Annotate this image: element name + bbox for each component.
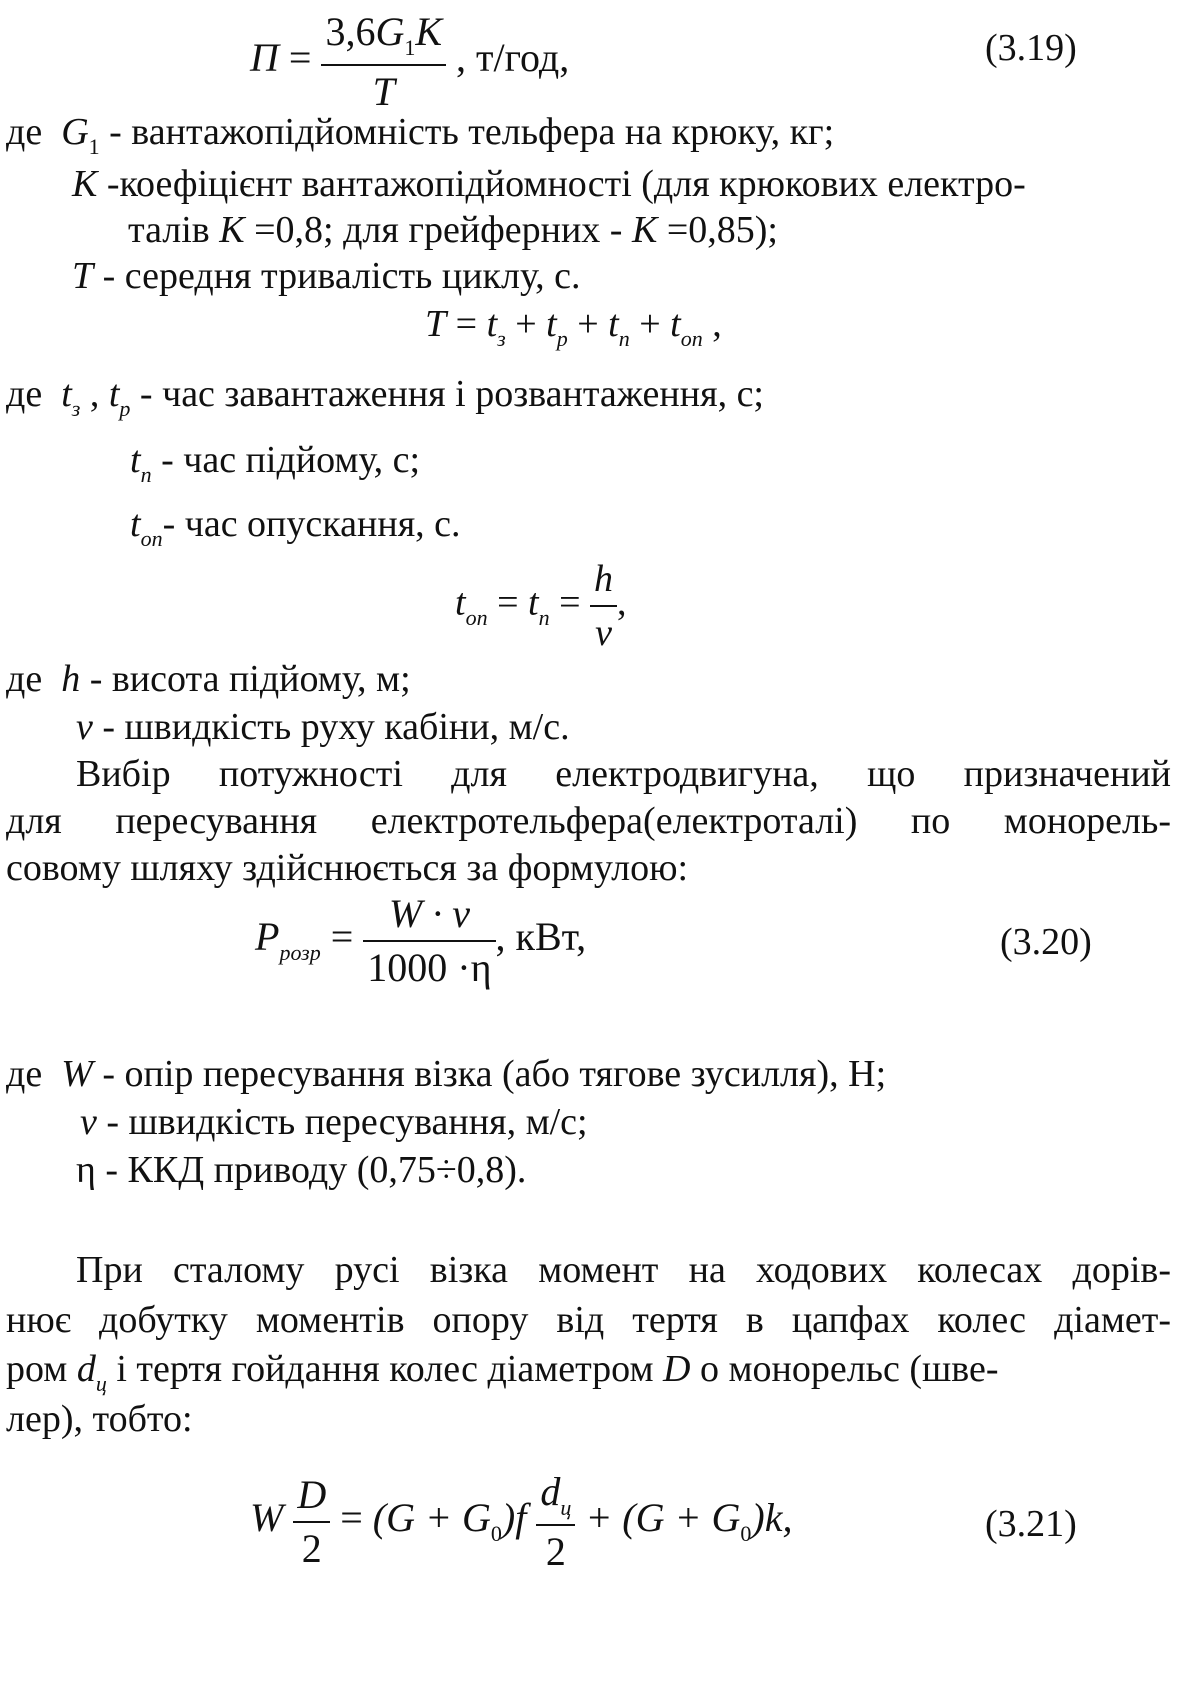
eq319-fraction [321,8,446,116]
equation-number-3-19: (3.19) [985,27,1077,69]
eq321-fraction-1: $\frac{D}{2}$ [293,1471,330,1573]
eq319-lhs: П [250,35,279,81]
paragraph-2-line-2: нює добутку моментів опору від тертя в цапфах колес діамет- [6,1299,1171,1341]
paragraph-1-line-2: для пересування електротельфера(електроталі) по монорель- [6,800,1171,842]
def-v2-line: v - швидкість пересування, м/с; [80,1101,588,1143]
t-symbol: T [72,255,94,297]
def-g1-line: де $G_1$ - вантажопідйомність тельфера на крюку, кг; [6,111,835,159]
def-tz-tr-line: де $t_з$ , $t_р$ - час завантаження і розвантаження, с; [6,373,764,421]
equation-cycle-time: $T = t_з + t_р + t_п + t_{оп}$ , [425,303,722,351]
g1-symbol: G [61,111,89,153]
equation-top: $t_{оп} = t_п$ = $\frac{h}{v}$ , [455,555,627,657]
def-t-line: T - середня тривалість циклу, с. [72,255,581,297]
paragraph-2-line-3: ром $d_ц$ і тертя гойдання колес діаметром D о монорельс (шве- [6,1348,999,1396]
def-k-line-2: талів K =0,8; для грейферних - K =0,85); [128,209,778,251]
def-v-line: v - швидкість руху кабіни, м/с. [76,706,570,748]
def-k-line-1: K -коефіцієнт вантажопідйомності (для крюкових електро- [72,163,1026,205]
k-symbol: K [72,163,98,205]
eq319-denominator: T [372,69,395,114]
def-eta-line: η - ККД приводу (0,75÷0,8). [76,1149,527,1191]
eq321-fraction-2: $\frac{d_ц}{2}$ [536,1468,575,1576]
def-w-line: де W - опір пересування візка (або тягове зусилля), Н; [6,1053,887,1095]
paragraph-1-line-3: совому шляху здійснюється за формулою: [6,847,689,889]
equation-number-3-21: (3.21) [985,1503,1077,1545]
paragraph-2-line-1: При сталому русі візка момент на ходових колесах дорів- [76,1249,1171,1291]
paragraph-1-line-1: Вибір потужності для електродвигуна, що призначений [76,753,1171,795]
eq319-unit: , т/год, [456,35,570,81]
equation-3-20: $P_{розр}$ = $\frac{W \cdot v}{1000 \cdot\eta}$ , кВт, [255,891,587,990]
def-tp-line: $t_п$ - час підйому, с; [130,439,421,487]
eq319-equals: = [288,35,312,81]
equation-number-3-20: (3.20) [1000,921,1092,963]
eqTop-fraction: $\frac{h}{v}$ [590,555,617,657]
equation-3-19 [250,8,569,116]
equation-3-21: W $\frac{D}{2}$ = $(G + G_0)f$ $\frac{d_ц}{2}$ + $(G + G_0)k$, [250,1469,793,1574]
def-h-line: де h - висота підйому, м; [6,658,411,700]
paragraph-2-line-4: лер), тобто: [6,1398,193,1440]
eq320-fraction: $\frac{W \cdot v}{1000 \cdot\eta}$ [363,890,495,992]
eq319-numerator: $3,6G_1K$ [325,9,443,60]
eq319-fraction-bar [321,64,446,66]
def-top-line: $t_{оп}-$ час опускання, с. [130,503,461,551]
